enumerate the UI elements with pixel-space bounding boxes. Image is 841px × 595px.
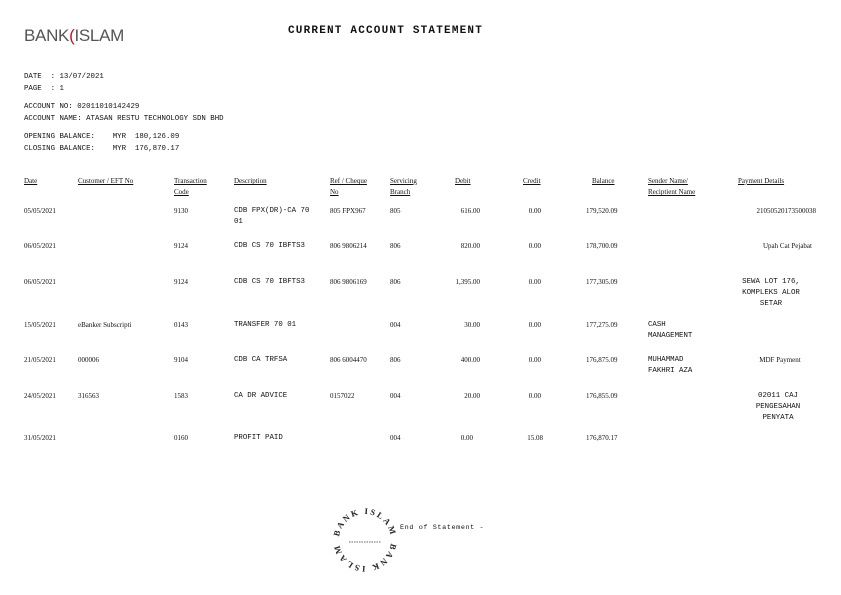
opening-balance-label: OPENING BALANCE: [24,133,95,141]
row-payment-line: SEWA LOT 176, [742,278,800,286]
row-ref: 806 6004470 [330,356,367,364]
row-date: 24/05/2021 [24,392,56,400]
row-payment-line: 02011 CAJ [758,392,798,400]
row-date: 05/05/2021 [24,207,56,215]
row-credit: 0.00 [528,278,541,286]
row-debit: 616.00 [460,207,480,215]
row-payment: Upah Cat Pejabat [763,242,812,250]
header-sender [648,176,695,198]
row-payment-line: KOMPLEKS ALOR [742,289,800,297]
header-branch-line1: Servicing [390,177,417,185]
row-branch: 004 [390,321,401,329]
row-credit: 0.00 [528,392,541,400]
header-branch [390,176,417,198]
row-payment-line: SETAR [759,300,783,308]
row-credit: 0.00 [528,207,541,215]
seal-text-top: BANK ISLAM [331,505,399,538]
row-branch: 806 [390,278,401,286]
row-code: 9130 [174,207,188,215]
row-description: TRANSFER 70 01 [234,321,297,329]
row-description-line: CDB FPX(DR)-CA 70 [234,207,310,215]
page-value: 1 [59,85,64,93]
row-ref: 806 9806169 [330,278,367,286]
row-balance: 178,700.09 [586,242,618,250]
header-credit: Credit [523,177,541,185]
row-debit: 400.00 [460,356,480,364]
header-ref [330,176,367,198]
row-balance: 177,275.09 [586,321,618,329]
row-ref: 0157022 [330,392,355,400]
seal-text-bottom: BANK ISLAM [331,542,399,575]
row-payment-line: PENYATA [762,414,794,422]
header-debit: Debit [455,177,471,185]
row-credit: 0.00 [528,242,541,250]
row-branch: 805 [390,207,401,215]
row-credit: 0.00 [528,321,541,329]
row-ref: 806 9806214 [330,242,367,250]
logo-bank-text: BANK [24,26,70,45]
date-line [24,72,104,83]
row-description-line: 01 [234,218,243,226]
header-branch-line2: Branch [390,188,411,196]
closing-balance-value: 176,870.17 [134,145,180,153]
account-no-label: ACCOUNT NO: [24,103,73,111]
row-branch: 004 [390,392,401,400]
row-ref: 805 FPX967 [330,207,366,215]
header-description: Description [234,177,267,185]
row-customer: 316563 [78,392,99,400]
statement-title: CURRENT ACCOUNT STATEMENT [288,25,484,37]
header-sender-line1: Sender Name/ [648,177,688,185]
svg-text:BANK ISLAM [331,543,399,574]
logo-islam-text: ISLAM [74,26,124,45]
header-customer: Customer / EFT No [78,177,134,185]
header-transaction-code-line1: Transaction [174,177,207,185]
logo-crescent-icon: ( [69,26,75,45]
account-name-line [24,114,224,125]
row-debit: 0.00 [460,434,473,442]
row-customer: 000006 [78,356,99,364]
row-code: 9104 [174,356,188,364]
row-balance: 176,870.17 [586,434,618,442]
row-code: 0160 [174,434,188,442]
row-balance: 176,855.09 [586,392,618,400]
date-value: 13/07/2021 [59,73,104,81]
row-payment: 21050520173500038 [756,207,816,215]
row-payment [720,277,822,310]
row-description [234,206,309,228]
row-credit: 0.00 [528,356,541,364]
header-balance: Balance [592,177,615,185]
row-date: 15/05/2021 [24,321,56,329]
row-debit: 820.00 [460,242,480,250]
row-code: 9124 [174,242,188,250]
row-credit: 15.08 [527,434,543,442]
svg-text:BANK ISLAM [331,506,399,537]
row-balance: 179,520.09 [586,207,618,215]
closing-currency: MYR [112,145,127,153]
opening-balance-line [24,132,179,143]
header-transaction-code [174,176,207,198]
row-branch: 806 [390,242,401,250]
account-name-value: ATASAN RESTU TECHNOLOGY SDN BHD [86,115,224,123]
row-debit: 30.00 [464,321,480,329]
header-payment-details: Payment Details [738,177,785,185]
row-balance: 177,305.09 [586,278,618,286]
row-sender-line: MANAGEMENT [648,332,693,340]
row-description: PROFIT PAID [234,434,283,442]
row-date: 31/05/2021 [24,434,56,442]
bank-logo [24,26,124,46]
row-payment: MDF Payment [759,356,801,364]
row-description: CDB CS 70 IBFTS3 [234,278,305,286]
end-of-statement: End of Statement - [400,524,485,532]
row-balance: 176,875.09 [586,356,618,364]
page-label: PAGE : [24,85,56,93]
row-payment [726,391,830,424]
header-transaction-code-line2: Code [174,188,189,196]
row-description: CDB CS 70 IBFTS3 [234,242,305,250]
row-sender-line: CASH [648,321,666,329]
row-sender-line: FAKHRI AZA [648,367,693,375]
header-date: Date [24,177,38,185]
row-branch: 806 [390,356,401,364]
bank-seal-stamp [330,505,400,575]
opening-balance-value: 180,126.09 [134,133,180,141]
row-debit: 1,395.00 [455,278,480,286]
row-customer: eBanker Subscripti [78,321,132,329]
row-sender [648,320,692,342]
row-debit: 20.00 [464,392,480,400]
row-date: 21/05/2021 [24,356,56,364]
opening-currency: MYR [112,133,127,141]
row-description: CDB CA TRFSA [234,356,288,364]
account-no-value: 02011010142429 [77,103,140,111]
header-ref-line1: Ref / Cheque [330,177,367,185]
row-code: 1583 [174,392,188,400]
closing-balance-label: CLOSING BALANCE: [24,145,95,153]
row-code: 0143 [174,321,188,329]
row-sender [648,355,692,377]
header-sender-line2: Reciptient Name [648,188,696,196]
account-name-label: ACCOUNT NAME: [24,115,82,123]
account-no-line [24,102,139,113]
closing-balance-line [24,144,179,155]
row-code: 9124 [174,278,188,286]
row-sender-line: MUHAMMAD [648,356,684,364]
header-ref-line2: No [330,188,339,196]
row-date: 06/05/2021 [24,278,56,286]
page-line [24,84,64,95]
date-label: DATE : [24,73,56,81]
row-payment-line: PENGESAHAN [755,403,801,411]
row-description: CA DR ADVICE [234,392,288,400]
row-date: 06/05/2021 [24,242,56,250]
row-branch: 004 [390,434,401,442]
